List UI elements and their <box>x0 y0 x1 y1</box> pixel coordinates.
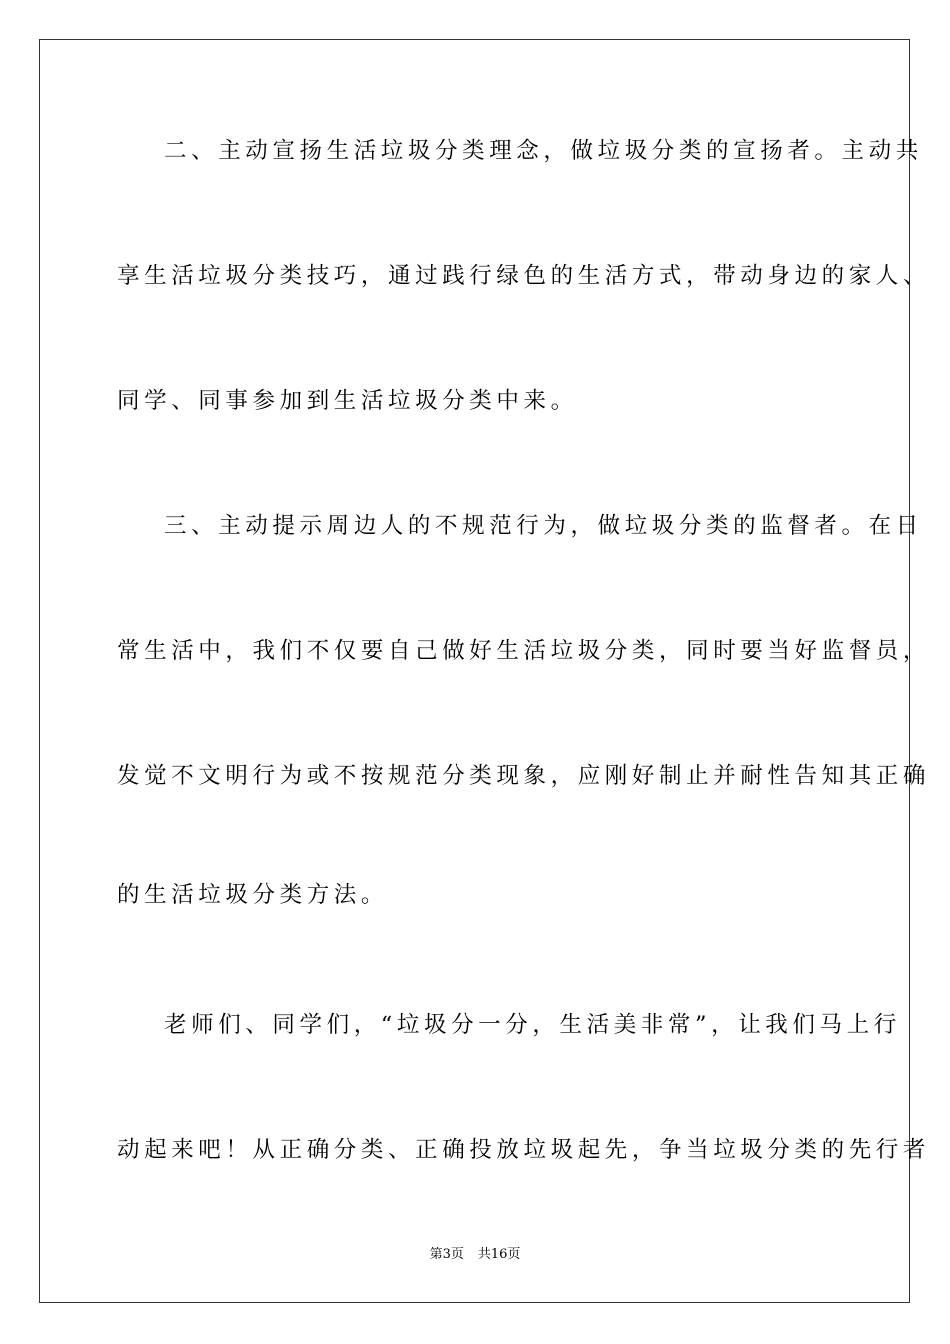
paragraph-line: 常生活中，我们不仅要自己做好生活垃圾分类，同时要当好监督员， <box>117 638 931 664</box>
paragraph-line: 老师们、同学们，“垃圾分一分，生活美非常”，让我们马上行 <box>164 1012 901 1038</box>
page-number: 第3页 <box>429 1247 464 1262</box>
paragraph-line: 动起来吧！从正确分类、正确投放垃圾起先，争当垃圾分类的先行者 <box>117 1137 931 1163</box>
paragraph-line: 二、主动宣扬生活垃圾分类理念，做垃圾分类的宣扬者。主动共 <box>164 138 923 164</box>
page-border <box>39 39 931 1303</box>
page-footer <box>0 1246 950 1264</box>
paragraph-line: 发觉不文明行为或不按规范分类现象，应刚好制止并耐性告知其正确 <box>117 763 931 789</box>
paragraph-line: 的生活垃圾分类方法。 <box>117 882 389 908</box>
paragraph-line: 同学、同事参加到生活垃圾分类中来。 <box>117 388 578 414</box>
paragraph-line: 享生活垃圾分类技巧，通过践行绿色的生活方式，带动身边的家人、 <box>117 263 931 289</box>
page-total: 共16页 <box>477 1247 521 1262</box>
paragraph-line: 三、主动提示周边人的不规范行为，做垃圾分类的监督者。在日 <box>164 513 923 539</box>
